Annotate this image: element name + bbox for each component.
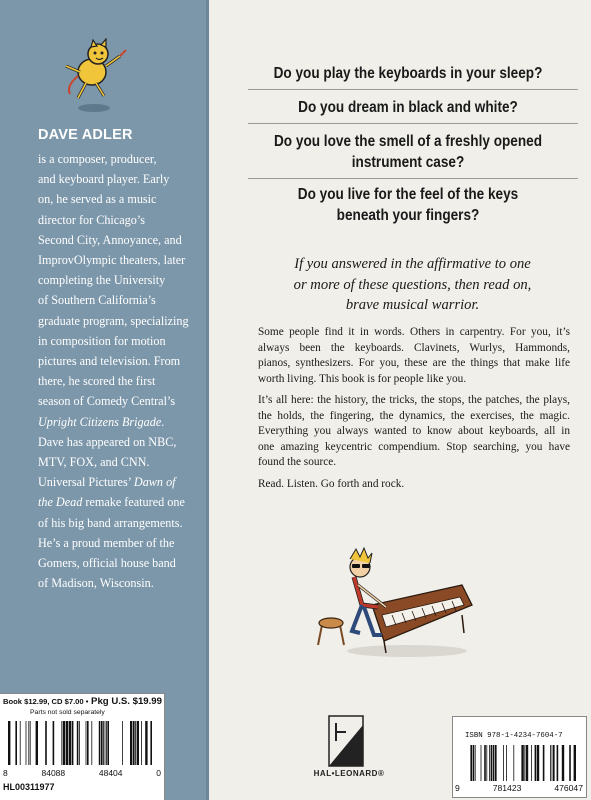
isbn-number: ISBN 978-1-4234-7604-7 [465,732,563,740]
bio-line: of Southern California’s [38,293,156,308]
barcode-bar [506,745,507,781]
barcode-bar [493,745,495,781]
bio-line: season of Comedy Central’s [38,394,176,409]
bio-line: ImprovOlympic theaters, later [38,253,186,268]
publisher-name: HAL•LEONARD® [313,769,385,778]
barcode-bar [557,745,559,781]
barcode-bar [79,721,80,765]
price-line [3,696,162,707]
intro-line: brave musical warrior. [345,297,480,313]
component-prices: Book $12.99, CD $7.00 • [3,697,89,706]
publisher-logo [312,715,385,793]
paragraph-line: worth living. This book is for people like you. [258,372,467,385]
bio-studio: Universal Pictures’ [38,475,131,490]
isbn-digits [455,783,583,793]
intro-text [250,254,575,316]
paragraph-line: Read. Listen. Go forth and rock. [258,478,405,490]
barcode-bar [473,745,475,781]
barcode-bar [122,721,123,765]
parts-note: Parts not sold separately [30,709,105,716]
question-line: Do you love the smell of a freshly opened [274,133,542,150]
question [266,63,550,84]
barcode-bar [503,745,504,781]
question-line: Do you live for the feel of the keys [297,186,519,203]
upc-digit-group: 84088 [41,768,66,778]
barcode-bar [543,745,545,781]
author-name: DAVE ADLER [38,127,133,143]
barcode-bar [521,745,523,781]
paragraph-line: the holds, the fingering, the dynamics, the exercises, the magic. [258,409,570,422]
barcode-bar [15,721,17,765]
bio-line [38,472,208,492]
bio-line: and keyboard player. Early [38,172,170,187]
isbn-digit-group: 781423 [492,783,522,793]
barcode-bar [61,721,62,765]
bio-line: in composition for motion [38,333,166,348]
bio-line: MTV, FOX, and CNN. [38,455,150,470]
barcode-bar [135,721,136,765]
divider [248,178,578,179]
bio-period: . [161,414,165,429]
barcode-bar [513,745,514,781]
bio-line: Gomers, official house band [38,556,176,571]
barcode-bar [106,721,107,765]
barcode-bar [63,721,65,765]
paragraph-line: always been the keyboards. Clavinets, Wurlys, Hammonds, [258,341,570,354]
divider [248,89,578,90]
film-title-part1: Dawn of [133,475,176,490]
barcode-bar [36,721,38,765]
barcode-bar [537,745,539,781]
show-title: Upright Citizens Brigade [38,414,162,429]
barcode-bar [470,745,472,781]
barcode-bar [569,745,571,781]
divider [248,123,578,124]
barcode-bar [137,721,139,765]
isbn-barcode-box [452,716,587,798]
bio-line [38,412,208,432]
bio-line: Dave has appeared on NBC, [38,434,177,449]
barcode-bar [72,721,74,765]
bio-line: there, he scored the first [38,374,156,389]
barcode-bar [105,721,106,765]
barcode-bar [491,745,493,781]
barcode-bar [130,721,132,765]
barcode-bar [8,721,10,765]
bio-line: completing the University [38,273,166,288]
barcode-bar [26,721,27,765]
barcode-bar [99,721,101,765]
barcode-bar [574,745,576,781]
barcode-bar [77,721,79,765]
barcode-bar [495,745,497,781]
barcode-bar [552,745,553,781]
paragraph-line: pianos, synthesizers. For you, these are the things that make life [258,357,570,369]
barcode-bar [87,721,89,765]
item-code: HL00311977 [3,782,55,792]
hal-leonard-emblem-icon [328,715,364,767]
paragraph-line: It’s all here: the history, the tricks, the stops, the patches, the plays, [258,394,570,406]
intro-line: or more of these questions, then read on, [293,276,532,293]
upc-digit-group: 48404 [98,768,123,778]
question-line: beneath your fingers? [336,207,480,224]
barcode-bar [145,721,147,765]
upc-digits [3,768,161,778]
price-barcode-box [0,693,165,800]
barcode-bar [20,721,21,765]
isbn-barcode [463,745,578,781]
paragraph-line: Everything you always wanted to know about keyboards, all in [258,425,570,437]
bio-line: director for Chicago’s [38,212,145,227]
barcode-bar [553,745,555,781]
upc-digit-group: 0 [156,768,161,778]
isbn-digit-group: 476047 [554,783,583,793]
barcode-bar [45,721,47,765]
barcode-bar [28,721,29,765]
barcode-bar [535,745,537,781]
intro-line: If you answered in the affirmative to one [294,256,531,272]
body-paragraph [258,325,570,387]
barcode-bar [486,745,487,781]
bio-line: Second City, Annoyance, and [38,232,182,247]
question [266,97,550,118]
question [266,184,550,226]
barcode-bar [53,721,55,765]
bio-line [38,492,208,512]
bio-line: of Madison, Wisconsin. [38,576,154,591]
barcode-bar [30,721,31,765]
isbn-digit-group: 9 [455,783,460,793]
barcode-bar [562,745,564,781]
barcode-bar [526,745,528,781]
barcode-bar [531,745,532,781]
barcode-bar [91,721,92,765]
keyboard-player-illustration [312,545,477,665]
barcode-bar [107,721,109,765]
bio-remake: remake featured one [85,495,185,510]
bio-line: on, he served as a music [38,192,157,207]
question-line: instrument case? [351,154,465,171]
barcode-bar [489,745,490,781]
package-price: Pkg U.S. $19.99 [88,696,162,707]
bio-line: is a composer, producer, [38,152,157,166]
upc-digit-group: 8 [3,768,8,778]
body-paragraph [258,393,570,471]
barcode-bar [481,745,482,781]
barcode-bar [86,721,87,765]
barcode-bar [550,745,551,781]
dancing-cat-illustration [56,38,132,116]
film-title-part2: the Dead [38,495,83,510]
barcode-bar [133,721,135,765]
paragraph-line: found the source. [258,456,337,468]
body-paragraph [258,477,570,493]
question-line: Do you dream in black and white? [298,99,518,116]
barcode-bar [475,745,476,781]
bio-line: of his big band arrangements. [38,515,183,530]
bio-line: pictures and television. From [38,354,181,369]
upc-barcode [8,721,156,765]
question [266,131,550,173]
barcode-bar [484,745,486,781]
bio-line: graduate program, specializing [38,313,189,328]
barcode-bar [103,721,104,765]
barcode-bar [141,721,142,765]
question-line: Do you play the keyboards in your sleep? [273,65,543,82]
barcode-bar [66,721,68,765]
barcode-bar [524,745,525,781]
author-bio [38,149,208,593]
barcode-bar [101,721,103,765]
paragraph-line: one amazing keycentric compendium. Stop searching, you have [258,440,570,453]
barcode-bar [69,721,71,765]
paragraph-line: Some people find it in words. Others in carpentry. For you, it’s [258,326,570,338]
barcode-bar [150,721,152,765]
bio-line: He’s a proud member of the [38,535,175,550]
